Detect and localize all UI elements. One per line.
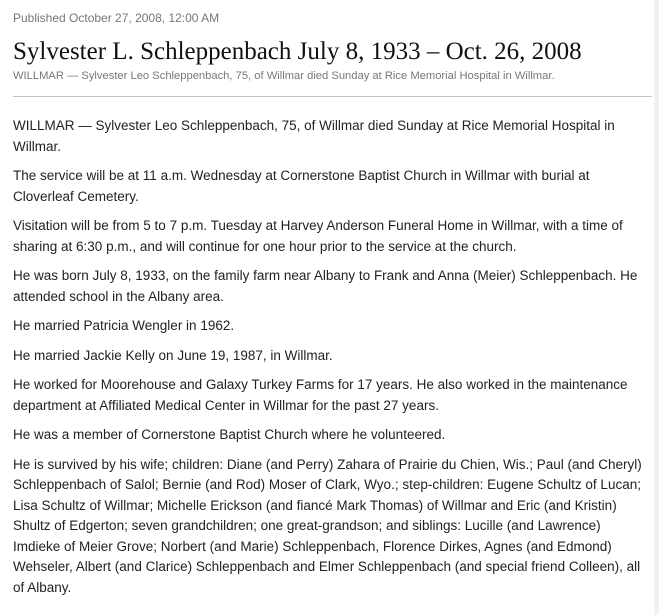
body-paragraph: The service will be at 11 a.m. Wednesday at Cornerstone Baptist Church in Willmar with burial at Cloverleaf Cemetery. xyxy=(13,168,590,204)
published-date: Published October 27, 2008, 12:00 AM xyxy=(13,11,220,25)
article-body xyxy=(13,116,649,607)
body-paragraph: He married Patricia Wengler in 1962. xyxy=(13,318,235,333)
page-scroll-edge[interactable] xyxy=(654,0,659,615)
header-divider xyxy=(13,96,652,97)
body-paragraph: He was a member of Cornerstone Baptist Church where he volunteered. xyxy=(13,427,446,442)
article-headline: Sylvester L. Schleppenbach July 8, 1933 – Oct. 26, 2008 xyxy=(13,38,582,65)
body-paragraph: He was born July 8, 1933, on the family farm near Albany to Frank and Anna (Meier) Schleppenbach. He attended school in the Albany area. xyxy=(13,268,638,304)
body-paragraph: He worked for Moorehouse and Galaxy Turkey Farms for 17 years. He also worked in the maintenance department at Affiliated Medical Center in Willmar for the past 27 years. xyxy=(13,377,628,413)
body-paragraph: WILLMAR — Sylvester Leo Schleppenbach, 75, of Willmar died Sunday at Rice Memorial Hospital in Willmar. xyxy=(13,118,615,154)
body-paragraph: He is survived by his wife; children: Diane (and Perry) Zahara of Prairie du Chien, Wis.; Paul (and Cheryl) Schleppenbach of Salol; Bernie (and Rod) Moser of Clark, Wyo.; step-children: Eugene Schultz of Lucan; Lisa Schultz of Willmar; Michelle Erickson (and fiancé Mark Thomas) of Willmar and Eric (and Kristin) Shultz of Edgerton; seven grandchildren; one great-grandson; and siblings: Lucille (and Lawrence) Imdieke of Meier Grove; Norbert (and Marie) Schleppenbach, Florence Dirkes, Agnes (and Edmond) Wehseler, Albert (and Clarice) Schleppenbach and Elmer Schleppenbach (and special friend Colleen), all of Albany. xyxy=(13,456,642,595)
body-paragraph: He married Jackie Kelly on June 19, 1987, in Willmar. xyxy=(13,347,333,363)
article-summary: WILLMAR — Sylvester Leo Schleppenbach, 75, of Willmar died Sunday at Rice Memorial Hospital in Willmar. xyxy=(13,70,555,82)
body-paragraph: Visitation will be from 5 to 7 p.m. Tuesday at Harvey Anderson Funeral Home in Willmar, with a time of sharing at 6:30 p.m., and will continue for one hour prior to the service at the church. xyxy=(13,218,623,254)
